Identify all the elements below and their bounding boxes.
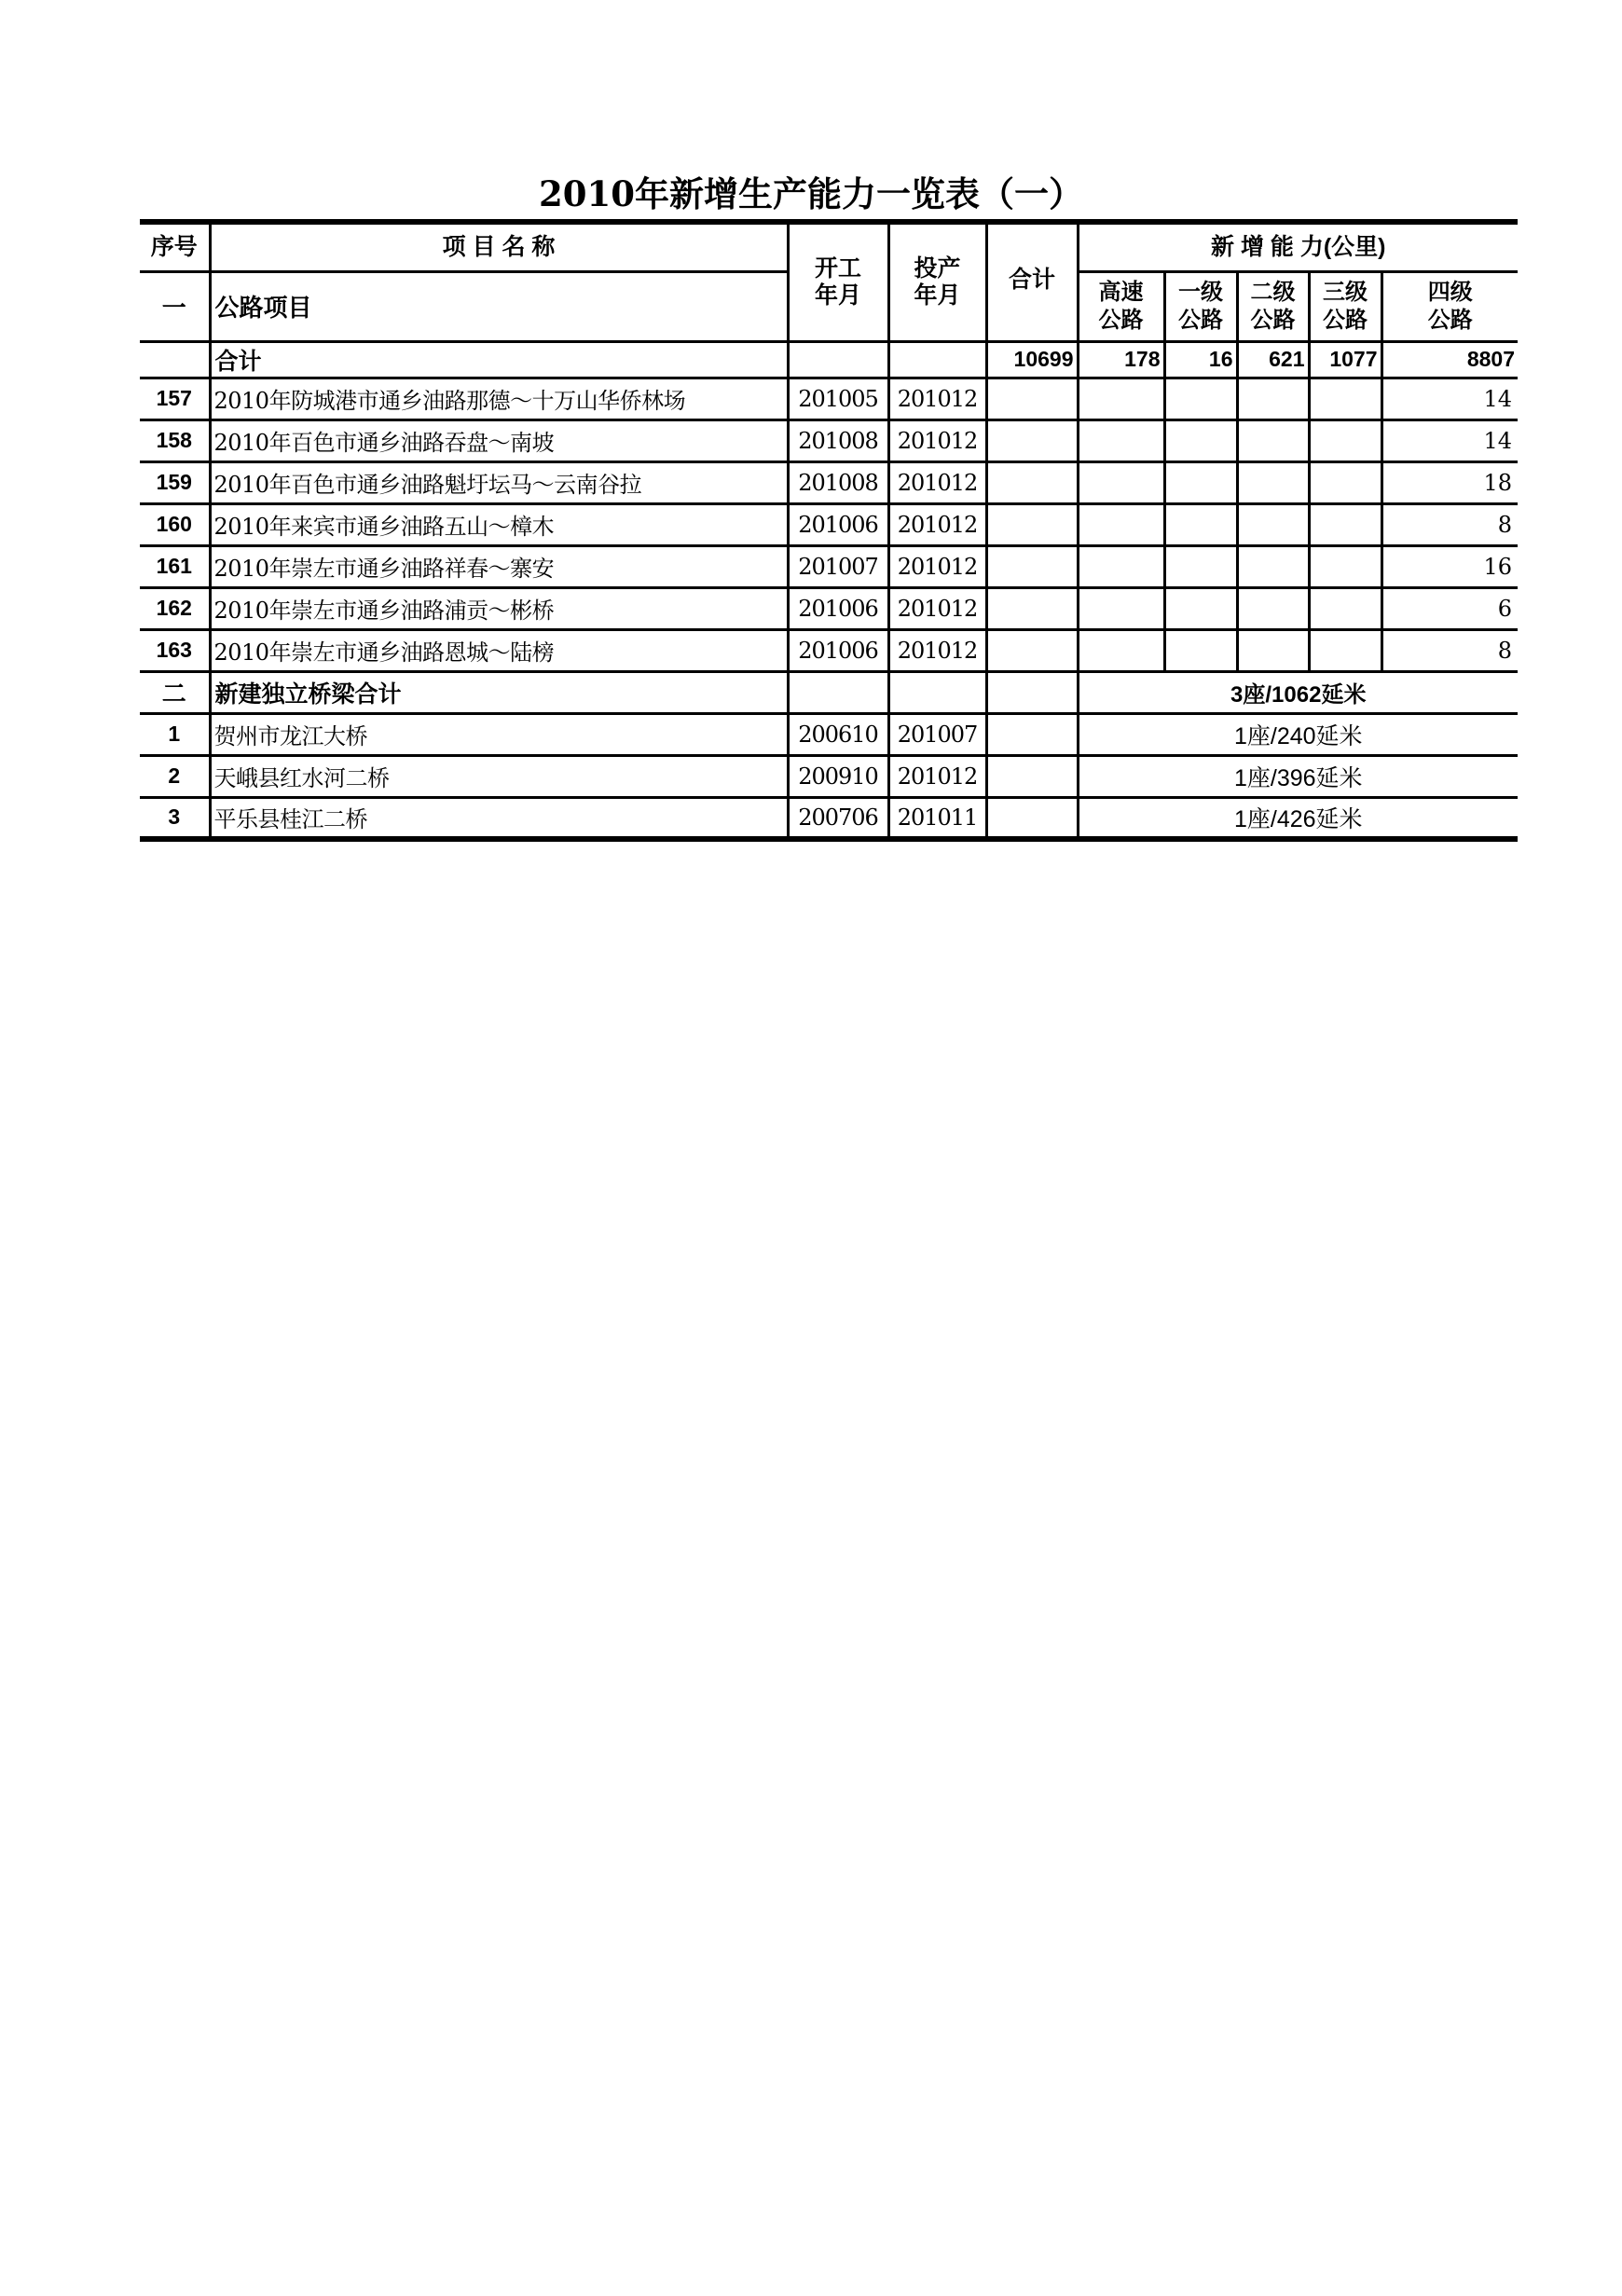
row-name: 平乐县桂江二桥	[210, 797, 788, 839]
table-row	[140, 755, 1518, 797]
row-grade1	[1164, 461, 1237, 503]
header-grade2	[1237, 271, 1309, 341]
row-grade4: 16	[1381, 545, 1518, 587]
table-row	[140, 545, 1518, 587]
row-grade2	[1237, 378, 1309, 419]
section2-row	[140, 671, 1518, 713]
row-total	[986, 797, 1078, 839]
row-grade4: 18	[1381, 461, 1518, 503]
header-grade3	[1309, 271, 1381, 341]
row-finish: 201012	[888, 545, 986, 587]
row-expressway	[1078, 587, 1164, 629]
row-seq: 1	[140, 713, 210, 755]
row-total	[986, 378, 1078, 419]
row-seq: 2	[140, 755, 210, 797]
total-label: 合计	[210, 341, 788, 378]
row-grade2	[1237, 545, 1309, 587]
row-grade3	[1309, 419, 1381, 461]
total-grade1: 16	[1164, 341, 1237, 378]
table-row	[140, 378, 1518, 419]
row-total	[986, 587, 1078, 629]
row-name: 天峨县红水河二桥	[210, 755, 788, 797]
row-start: 200610	[788, 713, 888, 755]
total-sum: 10699	[986, 341, 1078, 378]
row-grade2	[1237, 587, 1309, 629]
total-finish	[888, 341, 986, 378]
header-finish-line1: 投产	[914, 255, 961, 282]
header-grade1-line1: 一级	[1178, 279, 1223, 305]
header-start-line2: 年月	[814, 282, 861, 309]
row-grade4: 8	[1381, 503, 1518, 545]
section1-total-row	[140, 341, 1518, 378]
row-name: 2010年崇左市通乡油路浦贡～彬桥	[210, 587, 788, 629]
total-start	[788, 341, 888, 378]
section2-total	[986, 671, 1078, 713]
row-total	[986, 419, 1078, 461]
header-finish-line2: 年月	[914, 282, 961, 309]
row-start: 201005	[788, 378, 888, 419]
row-finish: 201012	[888, 587, 986, 629]
row-seq: 162	[140, 587, 210, 629]
section1-seq: 一	[140, 271, 210, 341]
row-name: 2010年百色市通乡油路吞盘～南坡	[210, 419, 788, 461]
row-total	[986, 545, 1078, 587]
row-seq: 158	[140, 419, 210, 461]
section2-start	[788, 671, 888, 713]
table-row	[140, 419, 1518, 461]
row-capacity: 1座/396延米	[1078, 755, 1518, 797]
row-grade1	[1164, 587, 1237, 629]
header-grade1	[1164, 271, 1237, 341]
row-finish: 201012	[888, 461, 986, 503]
table-row	[140, 461, 1518, 503]
row-grade2	[1237, 461, 1309, 503]
row-finish: 201012	[888, 503, 986, 545]
row-seq: 3	[140, 797, 210, 839]
row-seq: 157	[140, 378, 210, 419]
section2-name: 新建独立桥梁合计	[210, 671, 788, 713]
section1-name: 公路项目	[210, 271, 788, 341]
section2-capacity: 3座/1062延米	[1078, 671, 1518, 713]
row-grade4: 14	[1381, 378, 1518, 419]
header-grade4	[1381, 271, 1518, 341]
header-grade4-line1: 四级	[1427, 279, 1473, 305]
row-expressway	[1078, 629, 1164, 671]
row-capacity: 1座/240延米	[1078, 713, 1518, 755]
row-grade2	[1237, 419, 1309, 461]
total-grade4: 8807	[1381, 341, 1518, 378]
header-total: 合计	[986, 222, 1078, 341]
row-grade1	[1164, 629, 1237, 671]
row-grade1	[1164, 378, 1237, 419]
row-total	[986, 713, 1078, 755]
row-name: 2010年百色市通乡油路魁圩坛马～云南谷拉	[210, 461, 788, 503]
header-name: 项 目 名 称	[210, 222, 788, 271]
row-grade3	[1309, 545, 1381, 587]
row-grade1	[1164, 503, 1237, 545]
row-total	[986, 755, 1078, 797]
row-grade2	[1237, 503, 1309, 545]
header-grade2-line1: 二级	[1250, 279, 1296, 305]
row-start: 201006	[788, 629, 888, 671]
header-seq: 序号	[140, 222, 210, 271]
header-grade1-line2: 公路	[1178, 307, 1223, 333]
row-finish: 201012	[888, 419, 986, 461]
row-expressway	[1078, 378, 1164, 419]
header-capacity-group: 新 增 能 力(公里)	[1078, 222, 1518, 271]
header-row-1	[140, 222, 1518, 271]
row-grade4: 14	[1381, 419, 1518, 461]
row-grade4: 8	[1381, 629, 1518, 671]
row-start: 201007	[788, 545, 888, 587]
row-total	[986, 461, 1078, 503]
section2-finish	[888, 671, 986, 713]
row-start: 201006	[788, 587, 888, 629]
header-start-line1: 开工	[814, 255, 861, 282]
total-grade2: 621	[1237, 341, 1309, 378]
row-grade3	[1309, 378, 1381, 419]
header-expressway-line1: 高速	[1098, 279, 1144, 305]
row-name: 2010年防城港市通乡油路那德～十万山华侨林场	[210, 378, 788, 419]
header-expressway-line2: 公路	[1098, 307, 1144, 333]
section2-seq: 二	[140, 671, 210, 713]
row-seq: 160	[140, 503, 210, 545]
row-start: 201008	[788, 419, 888, 461]
row-total	[986, 629, 1078, 671]
header-grade2-line2: 公路	[1250, 307, 1296, 333]
table-row	[140, 587, 1518, 629]
header-grade3-line2: 公路	[1323, 307, 1368, 333]
row-grade1	[1164, 545, 1237, 587]
row-name: 2010年来宾市通乡油路五山～樟木	[210, 503, 788, 545]
row-seq: 159	[140, 461, 210, 503]
row-grade3	[1309, 587, 1381, 629]
row-finish: 201012	[888, 629, 986, 671]
row-start: 200910	[788, 755, 888, 797]
row-expressway	[1078, 503, 1164, 545]
row-start: 200706	[788, 797, 888, 839]
row-name: 2010年崇左市通乡油路恩城～陆榜	[210, 629, 788, 671]
row-start: 201006	[788, 503, 888, 545]
header-start	[788, 222, 888, 341]
header-finish	[888, 222, 986, 341]
header-grade4-line2: 公路	[1427, 307, 1473, 333]
row-grade3	[1309, 629, 1381, 671]
capacity-table	[140, 219, 1518, 842]
row-grade1	[1164, 419, 1237, 461]
row-grade3	[1309, 503, 1381, 545]
header-expressway	[1078, 271, 1164, 341]
row-finish: 201007	[888, 713, 986, 755]
total-seq	[140, 341, 210, 378]
row-capacity: 1座/426延米	[1078, 797, 1518, 839]
table-row	[140, 503, 1518, 545]
row-seq: 163	[140, 629, 210, 671]
row-finish: 201012	[888, 755, 986, 797]
row-expressway	[1078, 419, 1164, 461]
page-title: 2010年新增生产能力一览表（一）	[539, 173, 1083, 214]
row-expressway	[1078, 545, 1164, 587]
total-expressway: 178	[1078, 341, 1164, 378]
row-name: 2010年崇左市通乡油路祥春～寨安	[210, 545, 788, 587]
row-total	[986, 503, 1078, 545]
table-row	[140, 629, 1518, 671]
header-grade3-line1: 三级	[1323, 279, 1368, 305]
row-grade4: 6	[1381, 587, 1518, 629]
row-seq: 161	[140, 545, 210, 587]
row-expressway	[1078, 461, 1164, 503]
row-start: 201008	[788, 461, 888, 503]
table-row	[140, 797, 1518, 839]
row-name: 贺州市龙江大桥	[210, 713, 788, 755]
table-row	[140, 713, 1518, 755]
total-grade3: 1077	[1309, 341, 1381, 378]
row-finish: 201011	[888, 797, 986, 839]
row-grade2	[1237, 629, 1309, 671]
row-grade3	[1309, 461, 1381, 503]
row-finish: 201012	[888, 378, 986, 419]
